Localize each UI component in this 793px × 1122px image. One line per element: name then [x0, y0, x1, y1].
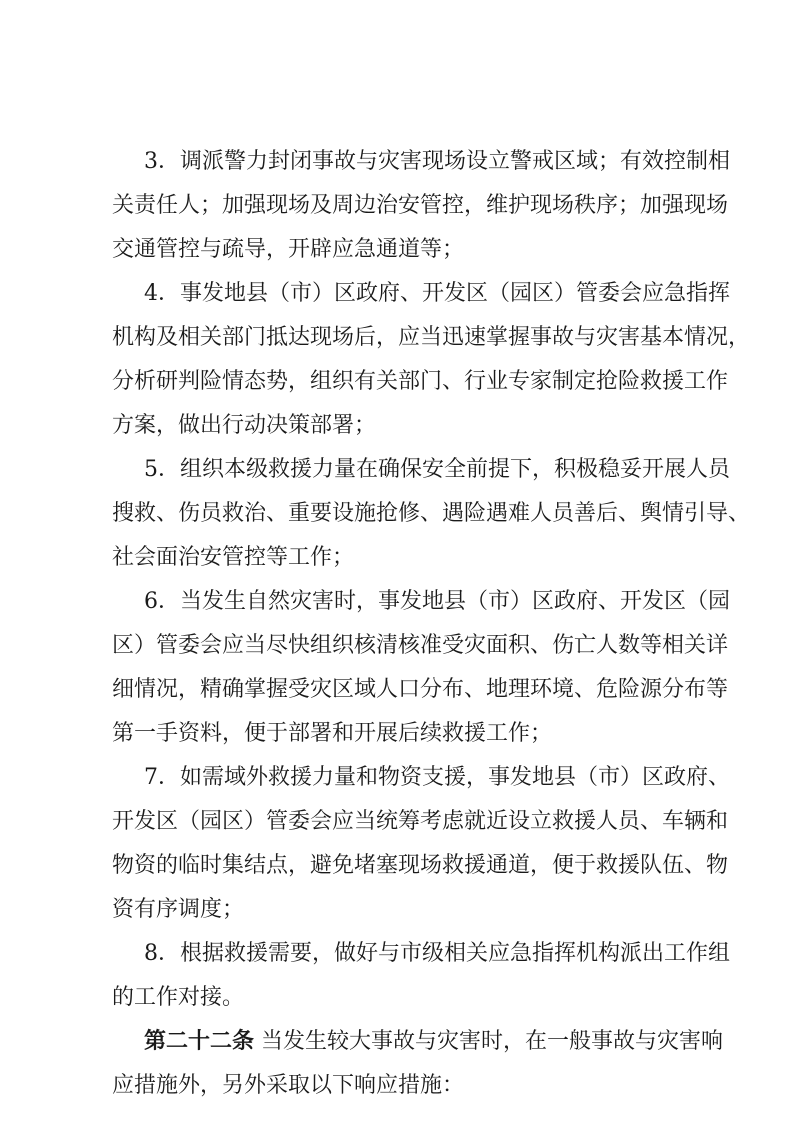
paragraph-6-line-1: 6．当发生自然灾害时，事发地县（市）区政府、开发区（园 — [144, 589, 730, 614]
paragraph-5-line-2: 搜救、伤员救治、重要设施抢修、遇险遇难人员善后、舆情引导、 — [112, 501, 751, 526]
paragraph-6-line-2: 区）管委会应当尽快组织核清核准受灾面积、伤亡人数等相关详 — [112, 633, 729, 658]
paragraph-7-line-2: 开发区（园区）管委会应当统筹考虑就近设立救援人员、车辆和 — [112, 809, 729, 834]
paragraph-5-line-3: 社会面治安管控等工作； — [112, 545, 355, 570]
paragraph-7-line-4: 资有序调度； — [112, 897, 245, 922]
paragraph-3-line-3: 交通管控与疏导，开辟应急通道等； — [112, 237, 465, 262]
paragraph-4-line-3: 分析研判险情态势，组织有关部门、行业专家制定抢险救援工作 — [112, 369, 729, 394]
paragraph-8-line-1: 8．根据救援需要，做好与市级相关应急指挥机构派出工作组 — [144, 941, 730, 966]
paragraph-4-line-1: 4．事发地县（市）区政府、开发区（园区）管委会应急指挥 — [144, 281, 730, 306]
paragraph-6-line-4: 第一手资料，便于部署和开展后续救援工作； — [112, 721, 553, 746]
paragraph-4-line-4: 方案，做出行动决策部署； — [112, 413, 377, 438]
paragraph-3-line-2: 关责任人；加强现场及周边治安管控，维护现场秩序；加强现场 — [112, 193, 729, 218]
paragraph-7-line-1: 7．如需域外救援力量和物资支援，事发地县（市）区政府、 — [144, 765, 730, 790]
article-heading: 第二十二条 — [144, 1029, 255, 1054]
article-22-line-2: 应措施外，另外采取以下响应措施： — [112, 1073, 465, 1098]
paragraph-8-line-2: 的工作对接。 — [112, 985, 245, 1010]
article-22-line-1 — [144, 1020, 724, 1064]
paragraph-4-line-2: 机构及相关部门抵达现场后，应当迅速掌握事故与灾害基本情况， — [112, 325, 751, 350]
paragraph-3-line-1: 3．调派警力封闭事故与灾害现场设立警戒区域；有效控制相 — [144, 149, 730, 174]
paragraph-7-line-3: 物资的临时集结点，避免堵塞现场救援通道，便于救援队伍、物 — [112, 853, 729, 878]
paragraph-6-line-3: 细情况，精确掌握受灾区域人口分布、地理环境、危险源分布等 — [112, 677, 729, 702]
article-22-text-1: 当发生较大事故与灾害时，在一般事故与灾害响 — [261, 1029, 724, 1054]
paragraph-5-line-1: 5．组织本级救援力量在确保安全前提下，积极稳妥开展人员 — [144, 457, 730, 482]
